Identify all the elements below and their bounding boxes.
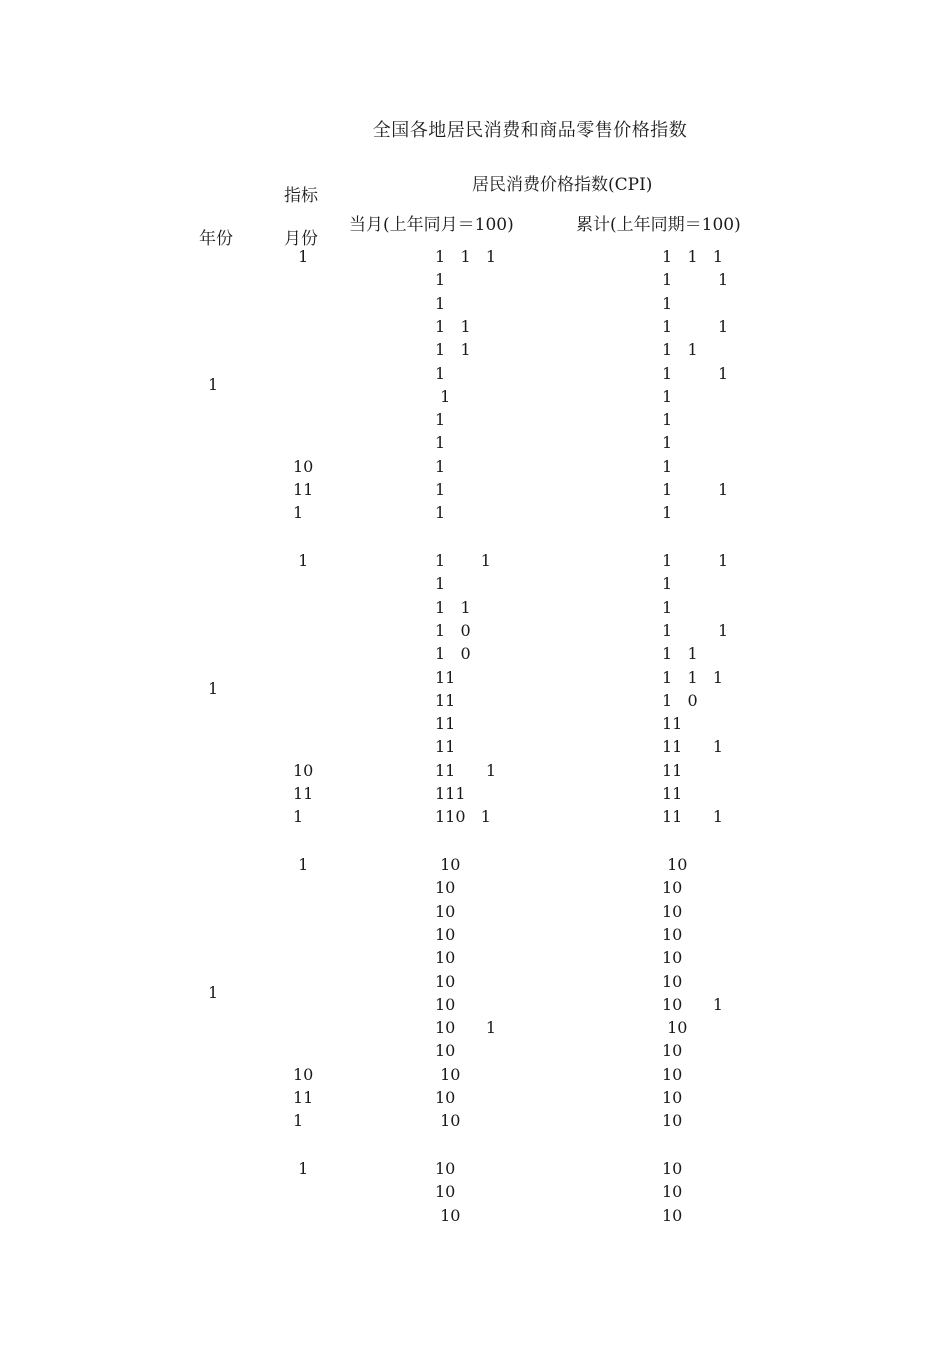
cumulative-cell: 1 [662,456,673,476]
table-row [0,364,950,387]
table-row [0,691,950,714]
month-cell: 1 [293,807,304,827]
current-month-cell: 1 [435,293,446,313]
current-month-cell: 10 [435,901,456,921]
cumulative-cell: 10 [662,1018,688,1038]
year-label: 1 [208,375,219,395]
cumulative-cell: 10 [662,1064,683,1084]
table-row [0,387,950,410]
month-cell: 1 [293,1159,309,1178]
month-cell: 10 [293,760,314,780]
current-month-cell: 10 [435,878,456,898]
current-month-cell: 11 [435,690,456,710]
table-row [0,294,950,317]
current-month-cell: 10 [435,924,456,944]
current-month-cell: 10 [435,994,456,1014]
table-row [0,433,950,456]
table-row [0,1088,950,1111]
table-row [0,1041,950,1064]
current-month-cell: 1 [435,386,451,406]
table-row [0,457,950,480]
cumulative-cell: 10 [662,948,683,968]
current-month-cell: 10 1 [435,1018,497,1038]
cumulative-cell: 1 1 [662,620,729,640]
month-cell: 1 [293,855,309,874]
current-month-cell: 10 [435,1064,461,1084]
cumulative-cell: 11 1 [662,807,724,827]
current-month-cell: 10 [435,1182,456,1202]
current-month-cell: 1 1 [435,340,471,360]
current-month-cell: 1 0 [435,620,471,640]
current-month-cell: 1 [435,480,446,499]
table-row [0,621,950,644]
current-month-cell: 1 [435,363,446,383]
month-cell: 1 [293,503,304,523]
cumulative-cell: 10 [662,1159,683,1178]
table-row [0,995,950,1018]
cumulative-cell: 10 [662,855,688,874]
cumulative-cell: 1 [662,386,673,406]
cumulative-cell: 1 [662,503,673,523]
cpi-header: 居民消费价格指数(CPI) [472,175,653,195]
table-row [0,668,950,691]
table-row [0,270,950,293]
current-month-cell: 1 [435,503,446,523]
cumulative-cell: 10 [662,1182,683,1202]
table-row [0,410,950,433]
current-month-cell: 10 [435,1041,456,1061]
month-cell: 11 [293,784,314,803]
current-month-cell: 1 [435,270,446,290]
table-row [0,761,950,784]
table-row [0,644,950,667]
page-title: 全国各地居民消费和商品零售价格指数 [372,120,688,141]
current-month-cell: 10 [435,1205,461,1225]
year-label: 1 [208,983,219,1003]
month-cell: 10 [293,456,314,476]
cumulative-cell: 10 [662,1111,683,1131]
cumulative-cell: 10 [662,878,683,898]
current-month-cell: 1 [435,410,446,430]
table-row [0,574,950,597]
cumulative-cell: 1 [662,433,673,453]
table-row [0,598,950,621]
cumulative-cell: 11 1 [662,737,724,757]
cumulative-cell: 1 1 [662,270,729,290]
current-month-cell: 10 [435,855,461,874]
month-cell: 11 [293,480,314,499]
table-row [0,855,950,878]
table-row [0,247,950,270]
cumulative-cell: 11 [662,784,683,803]
table-row [0,1111,950,1134]
current-month-cell: 1 0 [435,644,471,664]
cumulative-cell: 1 1 1 [662,667,724,687]
month-cell: 1 [293,551,309,570]
cumulative-cell: 11 [662,714,683,734]
current-month-cell: 11 [435,667,456,687]
table-row [0,737,950,760]
cumulative-cell: 1 1 [662,316,729,336]
table-row [0,925,950,948]
month-cell: 1 [293,247,309,266]
cumulative-cell: 1 [662,597,673,617]
table-row [0,878,950,901]
current-month-cell: 111 [435,784,466,803]
current-month-cell: 10 [435,1159,456,1178]
cumulative-cell: 1 1 [662,551,729,570]
table-row [0,1159,950,1182]
year-header: 年份 [199,229,233,249]
table-row [0,1206,950,1229]
current-month-header: 当月(上年同月＝100) [349,215,514,235]
cumulative-cell: 10 [662,1088,683,1107]
current-month-cell: 1 1 [435,316,471,336]
table-row [0,948,950,971]
current-month-cell: 10 [435,948,456,968]
current-month-cell: 11 [435,737,456,757]
cumulative-cell: 11 [662,760,683,780]
cumulative-cell: 1 1 [662,480,729,499]
table-row [0,1065,950,1088]
cumulative-cell: 10 [662,901,683,921]
current-month-cell: 110 1 [435,807,491,827]
cumulative-cell: 1 [662,574,673,594]
current-month-cell: 1 1 [435,597,471,617]
table-row [0,1182,950,1205]
month-cell: 1 [293,1111,304,1131]
month-cell: 10 [293,1064,314,1084]
table-row [0,784,950,807]
cumulative-cell: 1 1 [662,644,698,664]
table-row [0,1018,950,1041]
cumulative-cell: 10 [662,971,683,991]
current-month-cell: 11 [435,714,456,734]
month-cell: 11 [293,1088,314,1107]
cumulative-cell: 10 [662,1205,683,1225]
table-row [0,972,950,995]
current-month-cell: 1 1 [435,551,491,570]
current-month-cell: 10 [435,1088,456,1107]
current-month-cell: 1 [435,574,446,594]
cumulative-cell: 1 [662,410,673,430]
current-month-cell: 11 1 [435,760,497,780]
cumulative-cell: 1 1 [662,340,698,360]
table-row [0,551,950,574]
cumulative-cell: 1 1 1 [662,247,724,266]
table-row [0,340,950,363]
table-row [0,714,950,737]
current-month-cell: 1 1 1 [435,247,497,266]
current-month-cell: 10 [435,1111,461,1131]
month-header: 月份 [284,229,318,249]
table-row [0,807,950,830]
cumulative-cell: 10 [662,1041,683,1061]
cumulative-cell: 10 1 [662,994,724,1014]
current-month-cell: 10 [435,971,456,991]
table-row [0,503,950,526]
cumulative-header: 累计(上年同期＝100) [576,215,741,235]
indicator-header: 指标 [284,186,318,206]
table-row [0,480,950,503]
cumulative-cell: 1 1 [662,363,729,383]
year-label: 1 [208,679,219,699]
current-month-cell: 1 [435,456,446,476]
current-month-cell: 1 [435,433,446,453]
cumulative-cell: 1 [662,293,673,313]
table-row [0,317,950,340]
table-row [0,902,950,925]
cumulative-cell: 1 0 [662,690,698,710]
cumulative-cell: 10 [662,924,683,944]
